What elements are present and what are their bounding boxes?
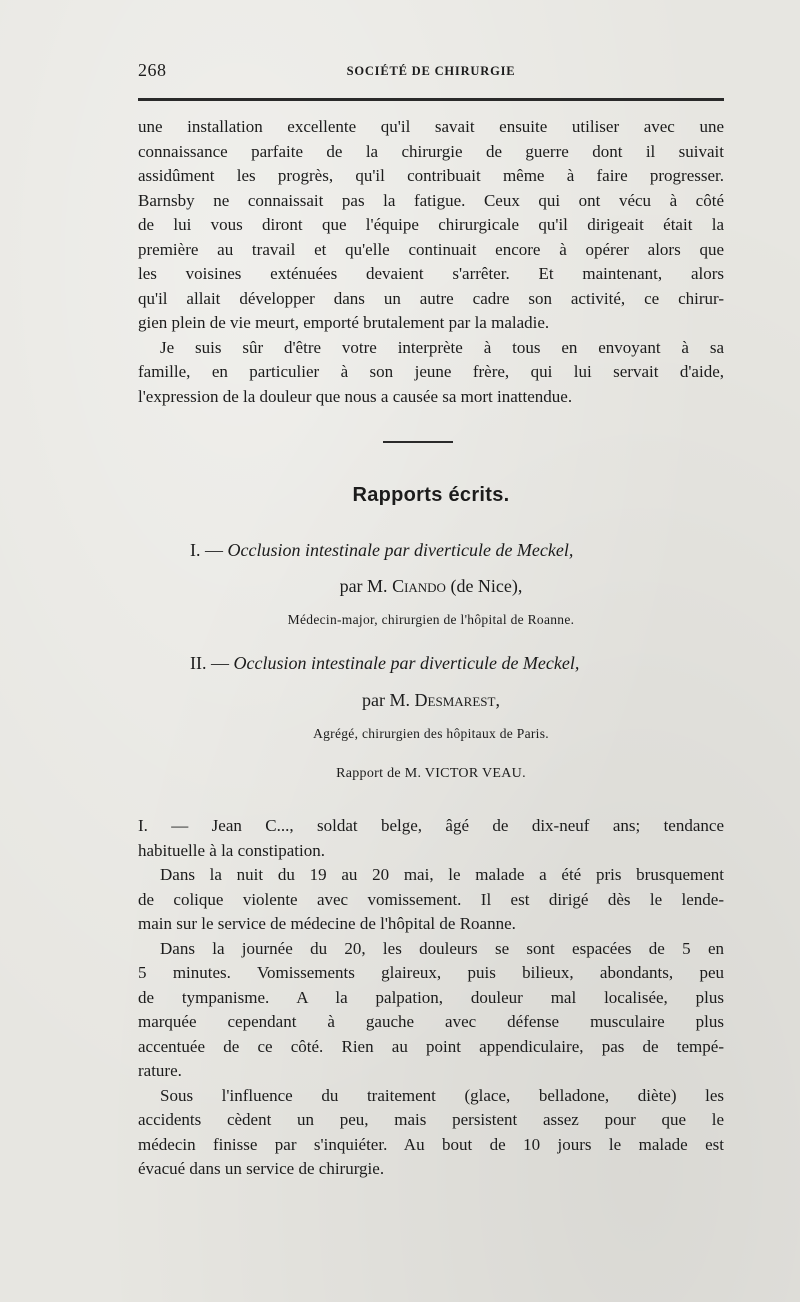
text-line: Dans la nuit du 19 au 20 mai, le malade a été pris brusquement bbox=[160, 865, 724, 884]
text-line: famille, en particulier à son jeune frère, qui lui servait d'aide, bbox=[138, 362, 724, 381]
report-author-2 bbox=[138, 690, 724, 711]
text-line: Sous l'influence du traitement (glace, belladone, diète) les bbox=[160, 1085, 724, 1105]
report-title-text: Occlusion intestinale par diverticule de Meckel, bbox=[233, 653, 580, 673]
report-title-text: Occlusion intestinale par diverticule de Meckel, bbox=[227, 540, 574, 560]
text-line: de tympanisme. A la palpation, douleur mal localisée, plus bbox=[138, 987, 724, 1007]
author-prefix: par M. bbox=[339, 576, 388, 596]
author-name: Ciando bbox=[392, 576, 446, 596]
report-title-2 bbox=[190, 653, 579, 674]
text-line: habituelle à la constipation. bbox=[138, 840, 325, 860]
text-line: accidents cèdent un peu, mais persistent assez pour que le bbox=[138, 1110, 724, 1129]
text-line: rature. bbox=[138, 1061, 182, 1080]
text-line: qu'il allait développer dans un autre cadre son activité, ce chirur- bbox=[138, 288, 724, 308]
report-author-1 bbox=[138, 576, 724, 597]
text-line: assidûment les progrès, qu'il contribuait même à faire progresser. bbox=[138, 166, 724, 185]
rapport-by-line: Rapport de M. VICTOR VEAU. bbox=[336, 766, 526, 781]
text-line: de lui vous diront que l'équipe chirurgicale qu'il dirigeait était la bbox=[138, 215, 724, 234]
report-number: I. — bbox=[190, 540, 223, 560]
author-prefix: par M. bbox=[362, 690, 411, 710]
text-line: de colique violente avec vomissement. Il est dirigé dès le lende- bbox=[138, 889, 724, 909]
text-line: Barnsby ne connaissait pas la fatigue. Ceux qui ont vécu à côté bbox=[138, 190, 724, 210]
report-affiliation-1: Médecin-major, chirurgien de l'hôpital de Roanne. bbox=[287, 612, 575, 627]
intro-text-block bbox=[138, 115, 724, 409]
text-line: main sur le service de médecine de l'hôpital de Roanne. bbox=[138, 914, 516, 933]
text-line: accentuée de ce côté. Rien au point appendiculaire, pas de tempé- bbox=[138, 1036, 724, 1056]
text-line: une installation excellente qu'il savait ensuite utiliser avec une bbox=[138, 117, 724, 136]
author-name: Desmarest, bbox=[414, 690, 500, 710]
section-divider bbox=[383, 441, 453, 443]
report-number: II. — bbox=[190, 653, 229, 673]
page-number: 268 bbox=[138, 60, 167, 80]
running-title: SOCIÉTÉ DE CHIRURGIE bbox=[346, 64, 516, 78]
text-line: médecin finisse par s'inquiéter. Au bout de 10 jours le malade est bbox=[138, 1134, 724, 1154]
text-line: marquée cependant à gauche avec défense musculaire plus bbox=[138, 1012, 724, 1031]
text-line: 5 minutes. Vomissements glaireux, puis bilieux, abondants, peu bbox=[138, 963, 724, 982]
text-line: Dans la journée du 20, les douleurs se sont espacées de 5 en bbox=[160, 938, 724, 958]
text-line: Je suis sûr d'être votre interprète à tous en envoyant à sa bbox=[160, 337, 724, 357]
text-line: évacué dans un service de chirurgie. bbox=[138, 1159, 385, 1178]
text-line: gien plein de vie meurt, emporté brutalement par la maladie. bbox=[138, 313, 550, 332]
section-heading: Rapports écrits. bbox=[352, 484, 510, 506]
report-title-1 bbox=[190, 540, 573, 561]
text-line: connaissance parfaite de la chirurgie de guerre dont il suivait bbox=[138, 141, 724, 161]
author-location: (de Nice), bbox=[450, 576, 523, 596]
text-line: première au travail et qu'elle continuait encore à opérer alors que bbox=[138, 239, 724, 259]
case-text-block bbox=[138, 814, 724, 1182]
header-rule bbox=[138, 98, 724, 101]
text-line: I. — Jean C..., soldat belge, âgé de dix-neuf ans; tendance bbox=[138, 816, 724, 835]
page-header bbox=[138, 60, 724, 84]
report-affiliation-2: Agrégé, chirurgien des hôpitaux de Paris. bbox=[313, 726, 549, 741]
text-line: l'expression de la douleur que nous a causée sa mort inattendue. bbox=[138, 386, 573, 406]
text-line: les voisines exténuées devaient s'arrêter. Et maintenant, alors bbox=[138, 264, 724, 283]
